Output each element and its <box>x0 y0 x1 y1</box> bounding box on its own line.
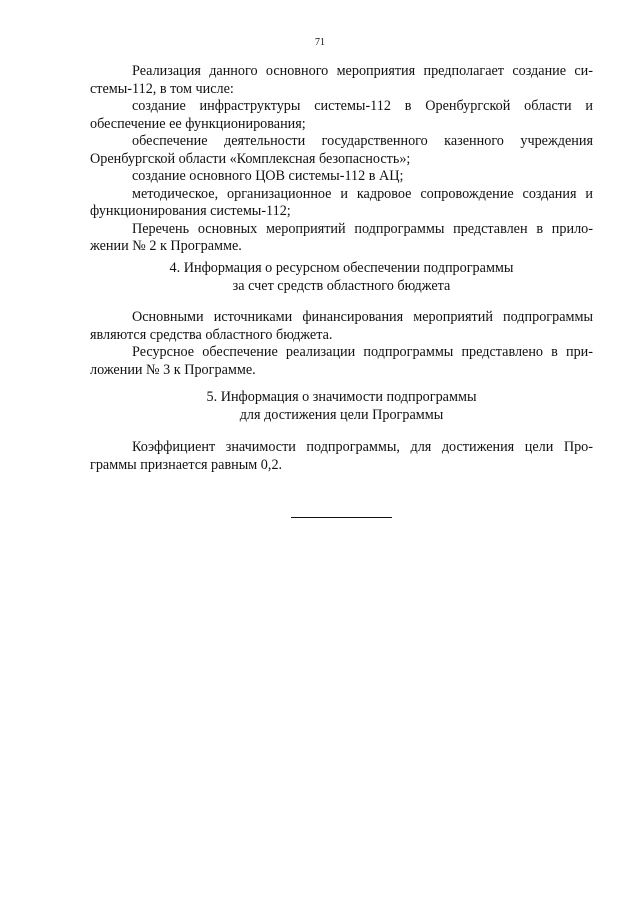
section-heading-line: за счет средств областного бюджета <box>232 277 451 294</box>
section-5-body <box>90 439 593 474</box>
paragraph: создание основного ЦОВ системы-112 в АЦ; <box>132 168 404 184</box>
paragraph: Основными источниками финансирования мероприятий подпрограммы являются средства областного бюджета. <box>90 309 593 343</box>
paragraph: Ресурсное обеспечение реализации подпрограммы представлено в приложении № 3 к Программе. <box>90 344 593 378</box>
section-heading-line: 4. Информация о ресурсном обеспечении подпрограммы <box>169 260 514 276</box>
section-4-body <box>90 309 593 379</box>
paragraph: обеспечение деятельности государственного казенного учреждения Оренбургской области «Комплексная безопасность»; <box>90 133 593 167</box>
paragraph: создание инфраструктуры системы-112 в Оренбургской области и обеспечение ее функционирования; <box>90 98 593 132</box>
paragraph: Коэффициент значимости подпрограммы, для достижения цели Программы признается равным 0,2. <box>90 439 593 473</box>
paragraph: Реализация данного основного мероприятия предполагает создание системы-112, в том числе: <box>90 63 593 97</box>
section-4-heading <box>90 260 593 295</box>
paragraph: методическое, организационное и кадровое сопровождение создания и функционирования системы-112; <box>90 185 593 219</box>
page-number: 71 <box>315 37 325 48</box>
end-separator-line <box>291 517 392 518</box>
section-5-heading <box>90 389 593 424</box>
intro-block <box>90 63 593 256</box>
paragraph: Перечень основных мероприятий подпрограммы представлен в приложении № 2 к Программе. <box>90 220 593 254</box>
section-heading-line: 5. Информация о значимости подпрограммы <box>206 389 477 405</box>
section-heading-line: для достижения цели Программы <box>239 406 444 423</box>
